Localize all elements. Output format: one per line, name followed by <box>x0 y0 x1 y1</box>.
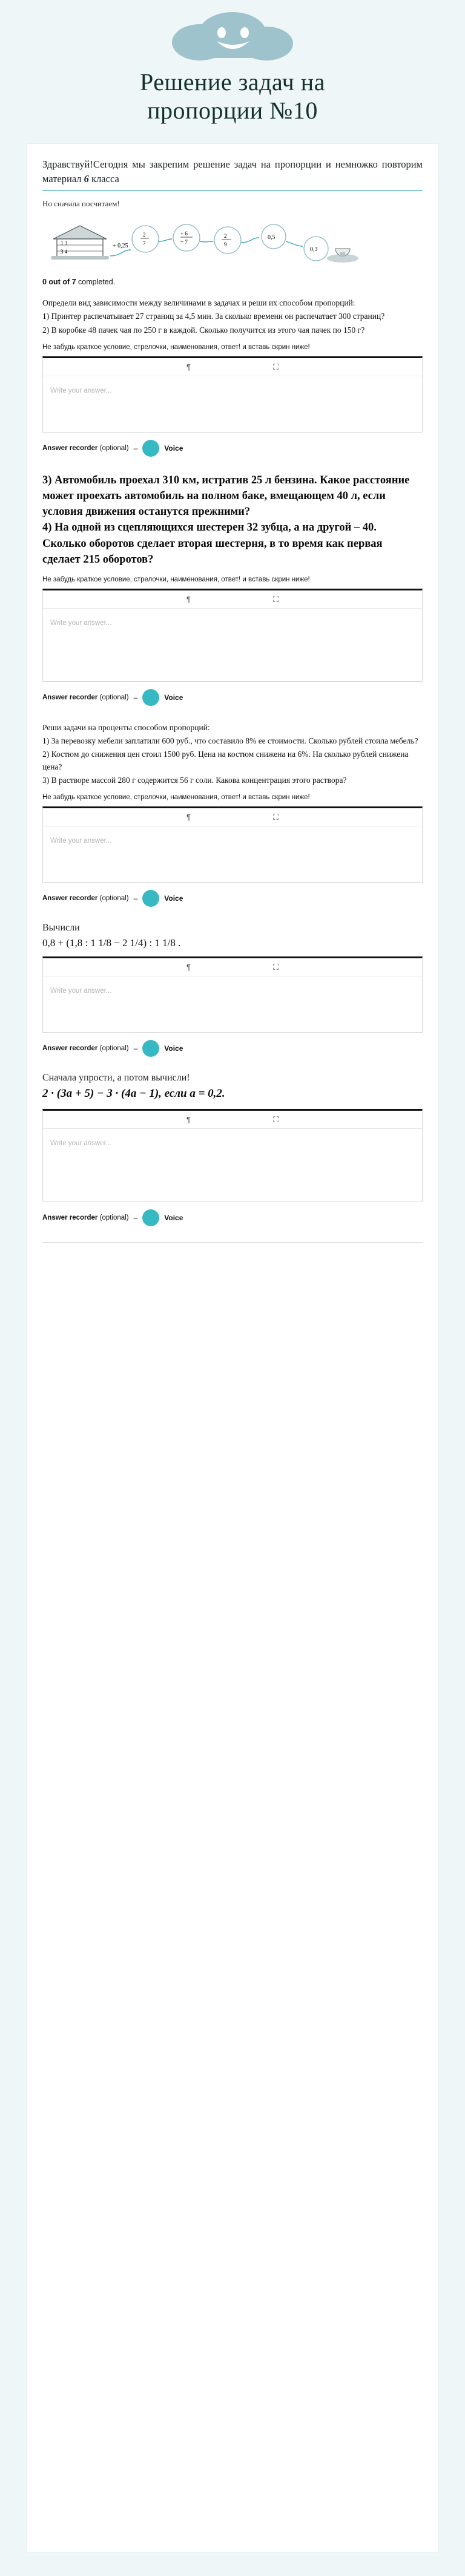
page-header <box>0 0 465 131</box>
task-2-answer-input[interactable] <box>43 609 422 681</box>
intro-text-after: класса <box>88 173 119 185</box>
svg-text:+ 0,25: + 0,25 <box>113 243 128 250</box>
image-insert-icon[interactable]: ⛶ <box>268 813 283 821</box>
svg-text:7: 7 <box>143 240 146 247</box>
task-5-recorder-dash: – <box>133 1213 138 1222</box>
task-4-answer-input[interactable] <box>43 976 422 1032</box>
progress-suffix: completed. <box>76 278 116 287</box>
task-4-voice-label[interactable]: Voice <box>164 1044 183 1053</box>
task-5-recorder-label: Answer recorder (optional) <box>42 1214 129 1221</box>
image-insert-icon[interactable]: ⛶ <box>268 363 283 371</box>
svg-text:0,5: 0,5 <box>268 234 275 241</box>
task-4-answer-placeholder: Write your answer... <box>50 987 112 995</box>
task-3-answer-input[interactable] <box>43 826 422 882</box>
task-2-line-1: 4) На одной из сцепляющихся шестерен 32 зубца, а на другой – 40. Сколько оборотов сделает вторая шестерня, в то время как первая сделает 215 оборотов? <box>42 521 383 566</box>
task-1-recorder-dash: – <box>133 443 138 453</box>
task-3-voice-label[interactable]: Voice <box>164 894 183 903</box>
intro-greeting: Здравствуй! <box>42 159 93 171</box>
text-format-icon[interactable]: ¶ <box>182 595 196 603</box>
microphone-icon[interactable] <box>142 890 159 907</box>
task-3-recorder-dash: – <box>133 894 138 903</box>
microphone-icon[interactable] <box>142 1040 159 1057</box>
task-2-answer-toolbar <box>43 590 422 609</box>
text-format-icon[interactable]: ¶ <box>182 963 196 971</box>
progress-count: 0 out of 7 <box>42 278 76 287</box>
task-3-line-3: 3) В растворе массой 280 г содержится 56 г соли. Какова концентрация этого раствора? <box>42 775 347 785</box>
task-3-recorder-label: Answer recorder (optional) <box>42 894 129 902</box>
task-2-answer-placeholder: Write your answer... <box>50 619 112 627</box>
finish-icon <box>327 249 358 263</box>
svg-text:2: 2 <box>224 233 227 240</box>
task-3-recorder[interactable] <box>42 890 423 907</box>
task-4-expression: 0,8 + (1,8 : 1 1/8 − 2 1/4) : 1 1/8 . <box>42 937 181 949</box>
task-4-recorder-dash: – <box>133 1044 138 1053</box>
svg-text:+ 7: + 7 <box>180 239 188 246</box>
task-5-answer-widget[interactable] <box>42 1109 423 1202</box>
task-5-answer-placeholder: Write your answer... <box>50 1139 112 1147</box>
task-3-answer-placeholder: Write your answer... <box>50 837 112 845</box>
task-4-heading: Вычисли <box>42 922 80 933</box>
task-1-answer-widget[interactable] <box>42 356 423 433</box>
task-4-answer-widget[interactable] <box>42 956 423 1033</box>
page-title-line1: Решение задач на <box>140 68 325 96</box>
task-2-recorder[interactable] <box>42 689 423 706</box>
microphone-icon[interactable] <box>142 1209 159 1226</box>
task-1-recorder[interactable] <box>42 440 423 457</box>
task-1-answer-input[interactable] <box>43 376 422 432</box>
microphone-icon[interactable] <box>142 440 159 457</box>
text-format-icon[interactable]: ¶ <box>182 1116 196 1123</box>
task-1-line-0: Определи вид зависимости между величинами в задачах и реши их способом пропорций: <box>42 298 355 308</box>
warmup-note: Но сначала посчитаем! <box>42 199 120 209</box>
calculation-chain-illustration <box>42 211 423 276</box>
svg-text:3 4: 3 4 <box>61 249 68 255</box>
task-1-answer-placeholder: Write your answer... <box>50 387 112 394</box>
task-4-recorder-label: Answer recorder (optional) <box>42 1044 129 1052</box>
svg-text:+ 6: + 6 <box>180 230 188 237</box>
bottom-divider <box>42 1242 423 1243</box>
task-2-answer-widget[interactable] <box>42 589 423 682</box>
task-5-answer-toolbar <box>43 1111 422 1129</box>
task-3-answer-widget[interactable] <box>42 806 423 883</box>
task-2-text <box>42 472 423 568</box>
image-insert-icon[interactable]: ⛶ <box>268 963 283 971</box>
task-5-expression: 2 · (3a + 5) − 3 · (4a − 1), если a = 0,2. <box>42 1087 225 1100</box>
intro-bold: 6 <box>84 173 89 185</box>
intro-divider <box>42 190 423 191</box>
task-5-voice-label[interactable]: Voice <box>164 1213 183 1222</box>
task-2-reminder: Не забудь краткое условие, стрелочки, наименования, ответ! и вставь скрин ниже! <box>42 576 310 584</box>
task-1-reminder: Не забудь краткое условие, стрелочки, наименования, ответ! и вставь скрин ниже! <box>42 343 310 351</box>
task-1-answer-toolbar <box>43 358 422 376</box>
task-3-text <box>42 722 423 786</box>
task-1-line-1: 1) Принтер распечатывает 27 страниц за 4,5 мин. За сколько времени он распечатает 300 страниц? <box>42 312 385 321</box>
task-3-answer-toolbar <box>43 808 422 826</box>
page-title-line2: пропорции №10 <box>147 97 318 125</box>
svg-text:1 3: 1 3 <box>61 240 68 247</box>
task-2-line-0: 3) Автомобиль проехал 310 км, истратив 25 л бензина. Какое расстояние может проехать автомобиль на полном баке, вмещающем 40 л, если условия движения останутся прежними? <box>42 474 410 518</box>
image-insert-icon[interactable]: ⛶ <box>268 1116 283 1123</box>
task-4-recorder[interactable] <box>42 1040 423 1057</box>
text-format-icon[interactable]: ¶ <box>182 813 196 821</box>
task-1-text <box>42 297 423 336</box>
task-1-voice-label[interactable]: Voice <box>164 443 183 453</box>
text-format-icon[interactable]: ¶ <box>182 363 196 371</box>
microphone-icon[interactable] <box>142 689 159 706</box>
page-title <box>0 68 465 125</box>
intro-text-before: Сегодня мы закрепим решение задач на пропорции и немножко повторим материал <box>42 159 423 185</box>
house-icon <box>51 226 109 260</box>
task-5-answer-input[interactable] <box>43 1129 422 1201</box>
task-2-recorder-dash: – <box>133 693 138 702</box>
intro-paragraph <box>42 157 423 186</box>
cloud-smile-icon <box>0 11 465 67</box>
task-1-line-2: 2) В коробке 48 пачек чая по 250 г в каждой. Сколько получится из этого чая пачек по 150 г? <box>42 325 365 335</box>
worksheet-sheet <box>27 144 438 2552</box>
task-3-reminder: Не забудь краткое условие, стрелочки, наименования, ответ! и вставь скрин ниже! <box>42 794 310 802</box>
task-1-recorder-label: Answer recorder (optional) <box>42 444 129 452</box>
task-4-answer-toolbar <box>43 958 422 976</box>
task-5-heading: Сначала упрости, а потом вычисли! <box>42 1072 190 1083</box>
svg-text:0,3: 0,3 <box>310 246 318 253</box>
task-3-line-2: 2) Костюм до снижения цен стоил 1500 руб. Цена на костюм снижена на 6%. На сколько рублей снижена цена? <box>42 750 409 771</box>
progress-status <box>42 278 423 286</box>
svg-text:9: 9 <box>224 241 227 248</box>
task-5-recorder[interactable] <box>42 1209 423 1226</box>
task-3-line-1: 1) За перевозку мебели заплатили 600 руб., что составило 8% ее стоимости. Сколько рублей стоила мебель? <box>42 736 418 746</box>
svg-text:2: 2 <box>143 232 146 238</box>
task-2-recorder-label: Answer recorder (optional) <box>42 693 129 701</box>
task-3-line-0: Реши задачи на проценты способом пропорций: <box>42 722 210 732</box>
task-2-voice-label[interactable]: Voice <box>164 693 183 702</box>
image-insert-icon[interactable]: ⛶ <box>268 595 283 603</box>
